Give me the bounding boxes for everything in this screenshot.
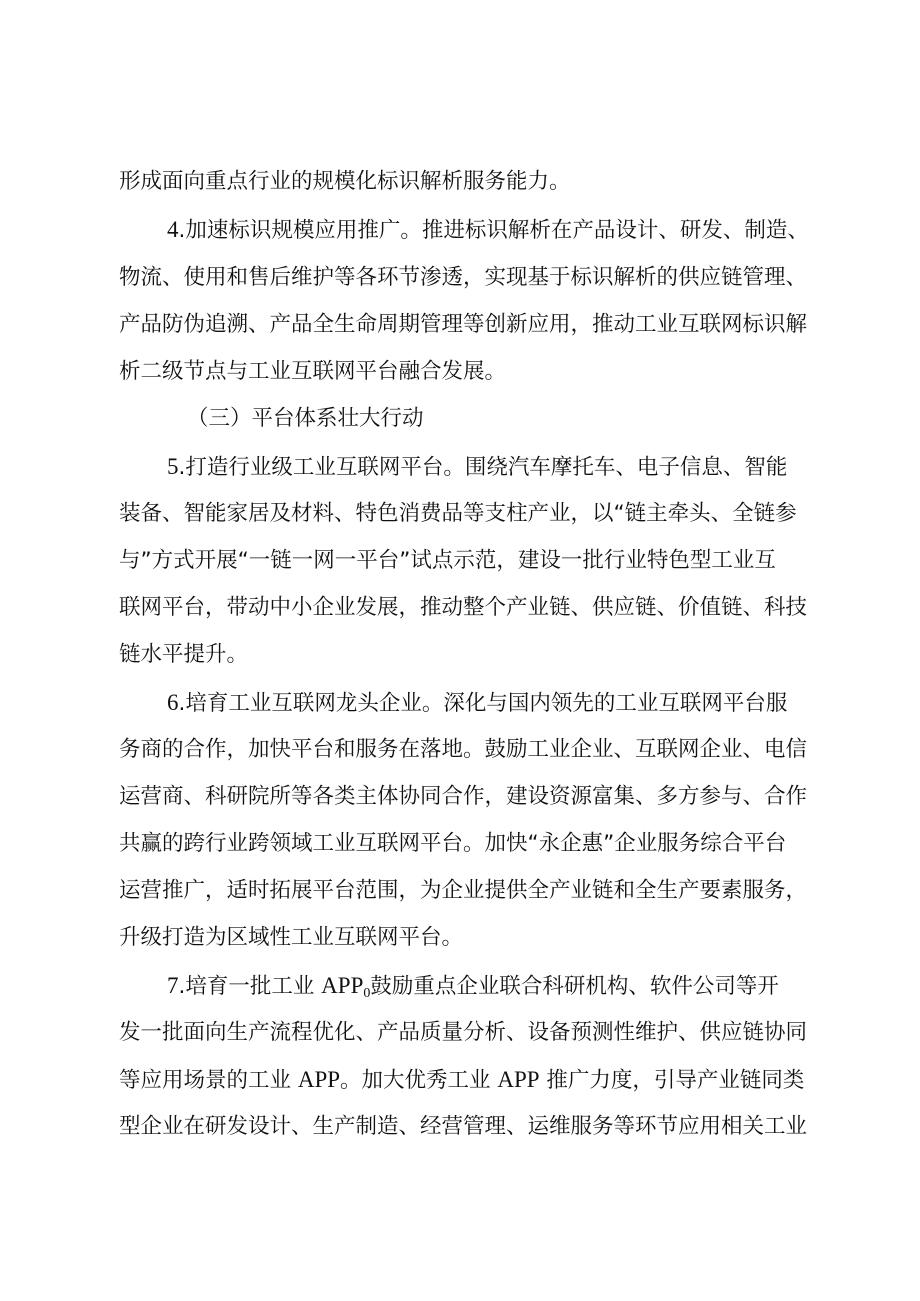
text-line: 共赢的跨行业跨领域工业互联网平台。加快“永企惠”企业服务综合平台 [119,831,787,856]
text-line: 运营推广，适时拓展平台范围，为企业提供全产业链和全生产要素服务， [119,878,808,903]
text-segment: .打造行业级工业互联网平台。围绕汽车摩托车、电子信息、智能 [178,455,788,480]
paragraph-7-third-line [119,1060,804,1100]
text-line: 链水平提升。 [119,642,249,667]
app-term: APP [497,1067,540,1092]
text-segment: .培育一批工业 [178,974,322,999]
text-segment: 鼓励重点企业联合科研机构、软件公司等开 [370,974,779,999]
text-line: 运营商、科研院所等各类主体协同合作，建设资源富集、多方参与、合作 [119,784,808,809]
text-segment: 。加大优秀工业 [340,1068,498,1093]
item-number: 7 [167,973,179,998]
item-number: 6 [167,690,179,715]
text-line: 形成面向重点行业的规模化标识解析服务能力。 [119,169,571,194]
paragraph-7-first-line [167,966,779,1006]
paragraph-5-first-line [167,447,787,487]
text-line: 联网平台，带动中小企业发展，推动整个产业链、供应链、价值链、科技 [119,595,808,620]
text-segment: 等应用场景的工业 [119,1068,298,1093]
text-line: 型企业在研发设计、生产制造、经营管理、运维服务等环节应用相关工业 [119,1114,808,1139]
text-line: 务商的合作，加快平台和服务在落地。鼓励工业企业、互联网企业、电信 [119,737,808,762]
text-line: 物流、使用和售后维护等各环节渗透，实现基于标识解析的供应链管理、 [119,265,808,290]
paragraph-4-first-line [167,210,809,250]
text-line: 升级打造为区域性工业互联网平台。 [119,925,464,950]
app-term: APP [321,973,364,998]
text-segment: .加速标识规模应用推广。推进标识解析在产品设计、研发、制造、 [178,218,809,243]
text-segment: .培育工业互联网龙头企业。深化与国内领先的工业互联网平台服 [178,691,788,716]
text-line: 与”方式开展“一链一网一平台”试点示范，建设一批行业特色型工业互 [119,548,776,573]
paragraph-6-first-line [167,683,787,723]
subscript-digit: 0 [363,986,371,1001]
item-number: 4 [167,217,179,242]
text-line: 产品防伪追溯、产品全生命周期管理等创新应用，推动工业互联网标识解 [119,312,808,337]
text-line: 发一批面向生产流程优化、产品质量分析、设备预测性维护、供应链协同 [119,1020,808,1045]
item-number: 5 [167,454,179,479]
app-term: APP [297,1067,341,1092]
text-segment: 推广力度，引导产业链同类 [539,1068,805,1093]
text-line: 装备、智能家居及材料、特色消费品等支柱产业，以“链主牵头、全链参 [119,501,797,526]
section-heading: （三）平台体系壮大行动 [187,406,424,431]
text-line: 析二级节点与工业互联网平台融合发展。 [119,359,507,384]
